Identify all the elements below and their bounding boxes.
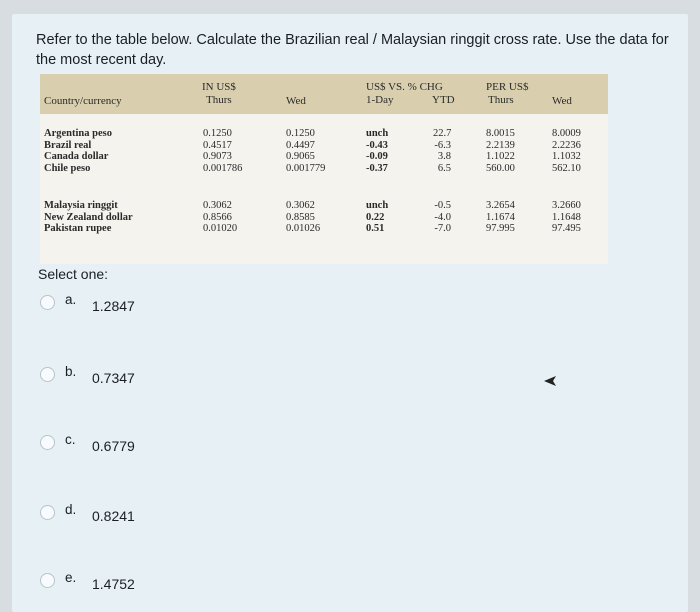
header-per-usd-thurs: Thurs: [488, 94, 514, 106]
mouse-cursor-icon: [544, 376, 558, 386]
option-letter-e: e.: [65, 570, 77, 585]
select-one-label: Select one:: [38, 266, 109, 282]
radio-b[interactable]: [40, 367, 55, 382]
option-letter-d: d.: [65, 502, 77, 517]
group2-per-usd-wed: 3.2660 1.1648 97.495: [552, 200, 581, 234]
table-header: [40, 74, 608, 114]
radio-c[interactable]: [40, 435, 55, 450]
option-value-e: 1.4752: [92, 576, 135, 592]
radio-a[interactable]: [40, 295, 55, 310]
header-ytd: YTD: [432, 94, 455, 106]
option-value-b: 0.7347: [92, 370, 135, 386]
group2-in-usd-wed: 0.3062 0.8585 0.01026: [286, 200, 321, 234]
group1-per-usd-thurs: 8.0015 2.2139 1.1022 560.00: [486, 128, 515, 174]
question-card: [12, 14, 688, 612]
group1-in-usd-thurs: 0.1250 0.4517 0.9073 0.001786: [203, 128, 243, 174]
header-in-usd: IN US$: [202, 81, 236, 93]
exchange-rate-table: [40, 74, 608, 264]
radio-e[interactable]: [40, 573, 55, 588]
option-value-c: 0.6779: [92, 438, 135, 454]
group1-in-usd-wed: 0.1250 0.4497 0.9065 0.001779: [286, 128, 326, 174]
group2-ytd: -0.5 -4.0 -7.0: [434, 200, 451, 234]
option-value-a: 1.2847: [92, 298, 135, 314]
header-per-usd: PER US$: [486, 81, 529, 93]
group1-countries: Argentina peso Brazil real Canada dollar Chile peso: [44, 128, 112, 174]
option-letter-c: c.: [65, 432, 76, 447]
header-country: Country/currency: [44, 95, 122, 107]
header-wed-2: Wed: [552, 95, 572, 107]
header-usd-vs-chg: US$ VS. % CHG: [366, 81, 443, 93]
group2-one-day: unch 0.22 0.51: [366, 200, 389, 234]
option-value-d: 0.8241: [92, 508, 135, 524]
question-text: Refer to the table below. Calculate the Brazilian real / Malaysian ringgit cross rate. Use the data for the most recent day.: [36, 32, 669, 68]
option-letter-a: a.: [65, 292, 77, 307]
header-in-usd-thurs: Thurs: [206, 94, 232, 106]
group1-per-usd-wed: 8.0009 2.2236 1.1032 562.10: [552, 128, 581, 174]
header-wed: Wed: [286, 95, 306, 107]
group2-in-usd-thurs: 0.3062 0.8566 0.01020: [203, 200, 238, 234]
radio-d[interactable]: [40, 505, 55, 520]
option-letter-b: b.: [65, 364, 77, 379]
group2-per-usd-thurs: 3.2654 1.1674 97.995: [486, 200, 515, 234]
group2-countries: Malaysia ringgit New Zealand dollar Pakistan rupee: [44, 200, 133, 234]
group1-one-day: unch -0.43 -0.09 -0.37: [366, 128, 389, 174]
header-1-day: 1-Day: [366, 94, 394, 106]
group1-ytd: 22.7 -6.3 3.8 6.5: [433, 128, 452, 174]
